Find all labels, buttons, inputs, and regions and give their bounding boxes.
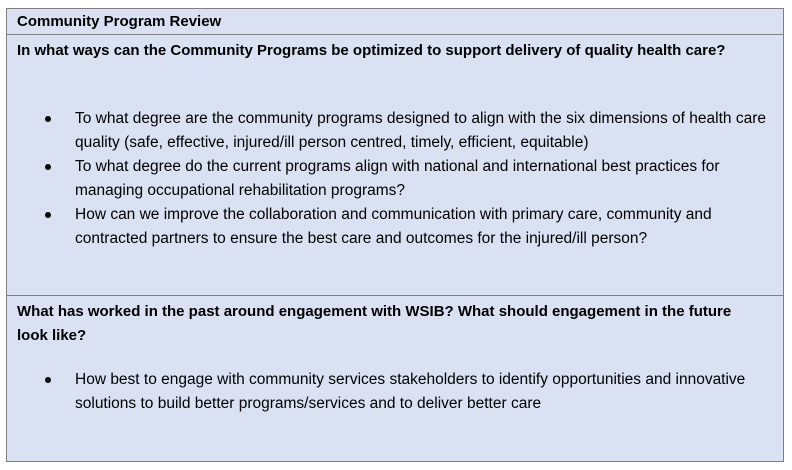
table-title: Community Program Review	[17, 13, 222, 30]
bullet-list	[7, 368, 767, 416]
section-optimization	[7, 35, 783, 296]
list-item	[7, 155, 767, 203]
list-item-text: How best to engage with community services stakeholders to identify opportunities and innovative solutions to build better programs/services and to deliver better care	[75, 371, 746, 412]
bullet-list	[7, 107, 767, 251]
list-item-text: To what degree are the community programs designed to align with the six dimensions of health care quality (safe, effective, injured/ill person centred, timely, efficient, equitable)	[75, 110, 766, 151]
table-header-row	[7, 9, 783, 35]
program-review-table	[6, 8, 784, 462]
bullet-icon	[45, 377, 51, 383]
list-item	[7, 107, 767, 155]
list-item-text: How can we improve the collaboration and communication with primary care, community and contracted partners to ensure the best care and outcomes for the injured/ill person?	[75, 206, 712, 247]
section-engagement	[7, 296, 783, 461]
bullet-icon	[45, 164, 51, 170]
list-item	[7, 203, 767, 251]
section-question: In what ways can the Community Programs be optimized to support delivery of quality health care?	[17, 42, 726, 59]
section-question: What has worked in the past around engagement with WSIB? What should engagement in the future look like?	[17, 303, 732, 344]
bullet-icon	[45, 116, 51, 122]
list-item-text: To what degree do the current programs align with national and international best practices for managing occupational rehabilitation programs?	[75, 158, 720, 199]
list-item	[7, 368, 767, 416]
bullet-icon	[45, 212, 51, 218]
